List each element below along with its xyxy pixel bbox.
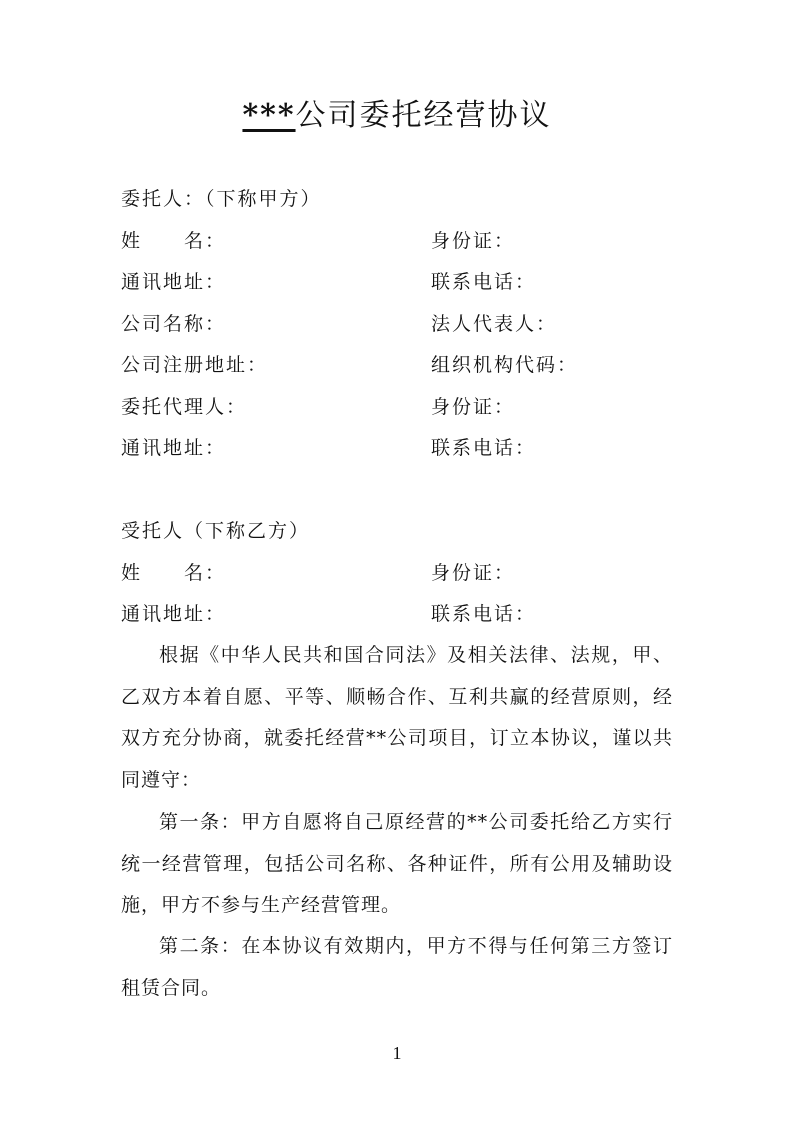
party-a-name-label: 姓 名： (121, 230, 227, 252)
party-a-address-label: 通讯地址： (121, 271, 227, 293)
preamble-paragraph: 根据《中华人民共和国合同法》及相关法律、法规，甲、乙双方本着自愿、平等、顺畅合作、互利共赢的经营原则，经双方充分协商，就委托经营**公司项目，订立本协议，谨以共同遵守： (121, 644, 673, 791)
party-a-org-code-label: 组织机构代码： (431, 354, 579, 376)
article-one-paragraph: 第一条：甲方自愿将自己原经营的**公司委托给乙方实行统一经营管理，包括公司名称、各种证件，所有公用及辅助设施，甲方不参与生产经营管理。 (121, 811, 673, 916)
title-text: 公司委托经营协议 (295, 98, 552, 133)
party-b-address-label: 通讯地址： (121, 603, 227, 625)
party-a-heading: 委托人：（下称甲方） (121, 188, 322, 210)
document-title (0, 96, 794, 136)
party-a-agent-id-label: 身份证： (431, 396, 516, 418)
party-b-heading: 受托人（下称乙方） (121, 520, 311, 542)
party-a-id-label: 身份证： (431, 230, 516, 252)
page-number: 1 (392, 1043, 402, 1063)
title-placeholder-stars: *** (242, 98, 296, 133)
party-a-agent-address-label: 通讯地址： (121, 437, 227, 459)
party-a-company-name-label: 公司名称： (121, 313, 227, 335)
party-a-agent-label: 委托代理人： (121, 396, 248, 418)
party-a-legal-rep-label: 法人代表人： (431, 313, 558, 335)
party-a-phone-label: 联系电话： (431, 271, 537, 293)
party-a-agent-phone-label: 联系电话： (431, 437, 537, 459)
party-b-phone-label: 联系电话： (431, 603, 537, 625)
article-two-paragraph: 第二条：在本协议有效期内，甲方不得与任何第三方签订租赁合同。 (121, 935, 673, 999)
party-a-registered-address-label: 公司注册地址： (121, 354, 269, 376)
party-b-id-label: 身份证： (431, 562, 516, 584)
party-b-name-label: 姓 名： (121, 562, 227, 584)
